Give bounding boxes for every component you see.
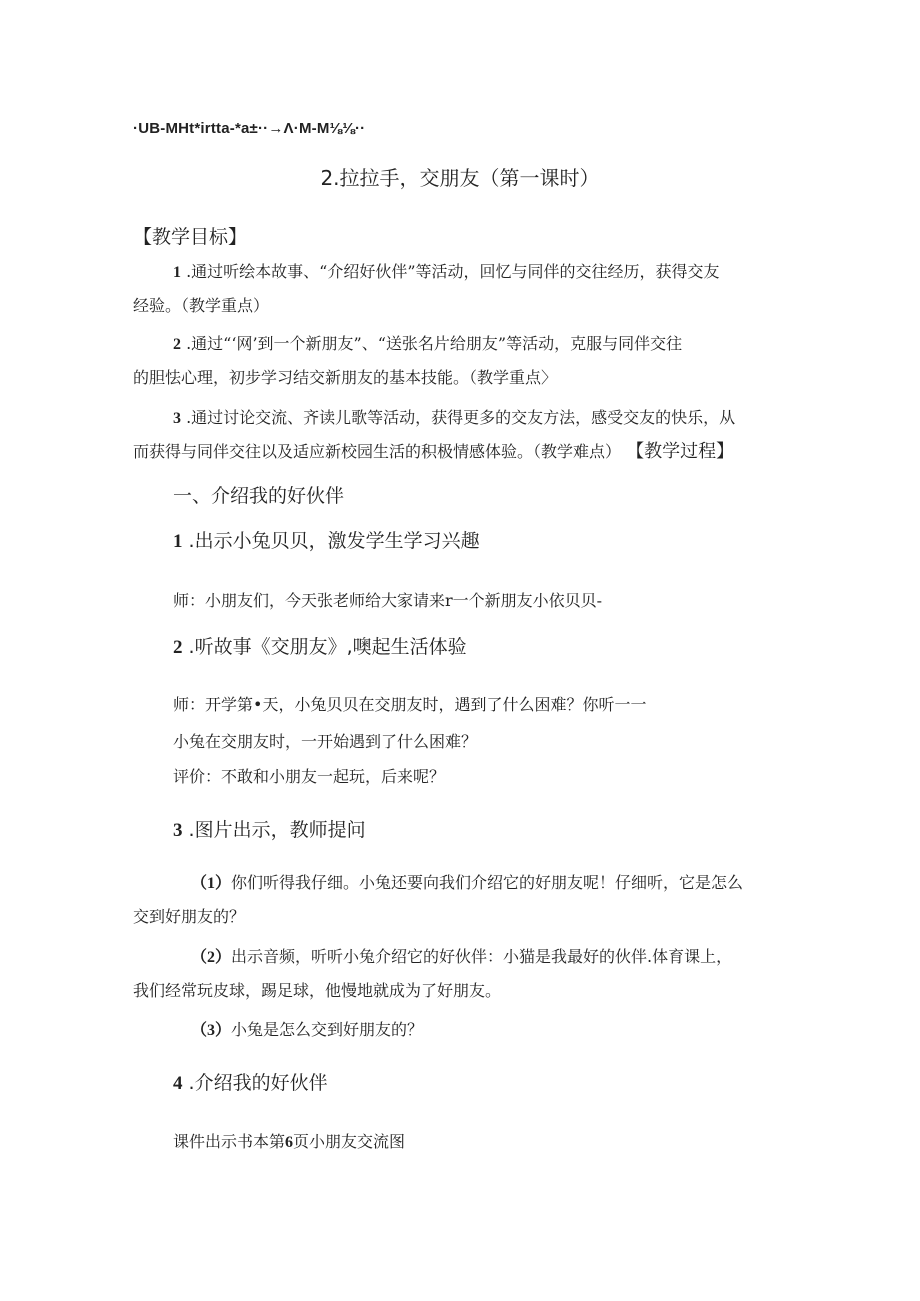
question-label: （3） — [191, 1022, 232, 1039]
step-4-heading — [173, 1068, 328, 1095]
step-3-heading — [173, 815, 366, 842]
page-number: 6 — [285, 1134, 294, 1151]
step-1-text: 师：小朋友们，今天张老师给大家请来r一个新朋友小依贝贝- — [173, 591, 603, 610]
step-4-text-pre: 课件出示书本第 — [173, 1132, 286, 1151]
step-title: .介绍我的好伙伴 — [188, 1072, 328, 1094]
step-4-text-post: 页小朋友交流图 — [293, 1132, 406, 1151]
question-label: （2） — [191, 949, 232, 966]
objective-2 — [133, 327, 783, 394]
header-line: ·UB-MHt*irtta-*a±··→Λ·M-M⅛⅛·· — [133, 120, 366, 137]
step-title: .出示小兔贝贝，激发学生学习兴趣 — [188, 530, 480, 552]
objective-3 — [133, 401, 793, 468]
step-title: .听故事《交朋友》,噢起生活体验 — [188, 636, 467, 658]
objective-line: 而获得与同伴交往以及适应新校园生活的积极情感体验。（教学难点） — [133, 442, 622, 461]
part1-heading: 一、介绍我的好伙伴 — [173, 485, 345, 507]
process-heading: 【教学过程】 — [626, 441, 735, 462]
question-line: 我们经常玩皮球，踢足球，他慢地就成为了好朋友。 — [133, 981, 502, 1000]
question-line: 交到好朋友的？ — [133, 907, 246, 926]
step-2-line-1: 师：开学第•天，小兔贝贝在交朋友时，遇到了什么困难？你听一一 — [173, 695, 647, 714]
step-2-heading — [173, 632, 467, 659]
objectives-heading: 【教学目标】 — [133, 226, 248, 248]
objective-line: .通过听绘本故事、“介绍好伙伴”等活动，回忆与同伴的交往经历，获得交友 — [186, 262, 720, 281]
objective-line: .通过讨论交流、齐读儿歌等活动，获得更多的交友方法，感受交友的快乐，从 — [186, 408, 736, 427]
step-number: 3 — [173, 820, 183, 841]
step-number: 2 — [173, 637, 183, 658]
question-2 — [133, 940, 793, 1007]
step-number: 4 — [173, 1073, 183, 1094]
objective-number: 3 — [173, 410, 181, 427]
step-4-text — [173, 1125, 405, 1159]
question-line: 你们听得我仔细。小兔还要向我们介绍它的好朋友呢！仔细听，它是怎么 — [231, 873, 744, 892]
step-2-line-2: 小兔在交朋友时，一开始遇到了什么困难？ — [173, 732, 478, 751]
question-1 — [133, 866, 793, 933]
page-title: 2.拉拉手，交朋友（第一课时） — [320, 166, 600, 190]
objective-line: 经验。（教学重点） — [133, 296, 270, 315]
question-line: 小兔是怎么交到好朋友的？ — [231, 1020, 424, 1039]
objective-number: 1 — [173, 264, 181, 281]
question-label: （1） — [191, 875, 232, 892]
step-2-line-3: 评价：不敢和小朋友一起玩，后来呢？ — [173, 767, 446, 786]
step-number: 1 — [173, 531, 183, 552]
objective-line: .通过“‘网’到一个新朋友”、“送张名片给朋友”等活动，克服与同伴交往 — [186, 334, 683, 353]
question-3 — [191, 1013, 423, 1047]
question-line: 出示音频，听听小兔介绍它的好伙伴：小猫是我最好的伙伴.体育课上， — [231, 947, 733, 966]
objective-number: 2 — [173, 336, 181, 353]
step-1-heading — [173, 526, 480, 553]
objective-1 — [133, 255, 783, 322]
objective-line: 的胆怯心理，初步学习结交新朋友的基本技能。（教学重点〉 — [133, 368, 558, 387]
step-title: .图片出示，教师提问 — [188, 819, 366, 841]
